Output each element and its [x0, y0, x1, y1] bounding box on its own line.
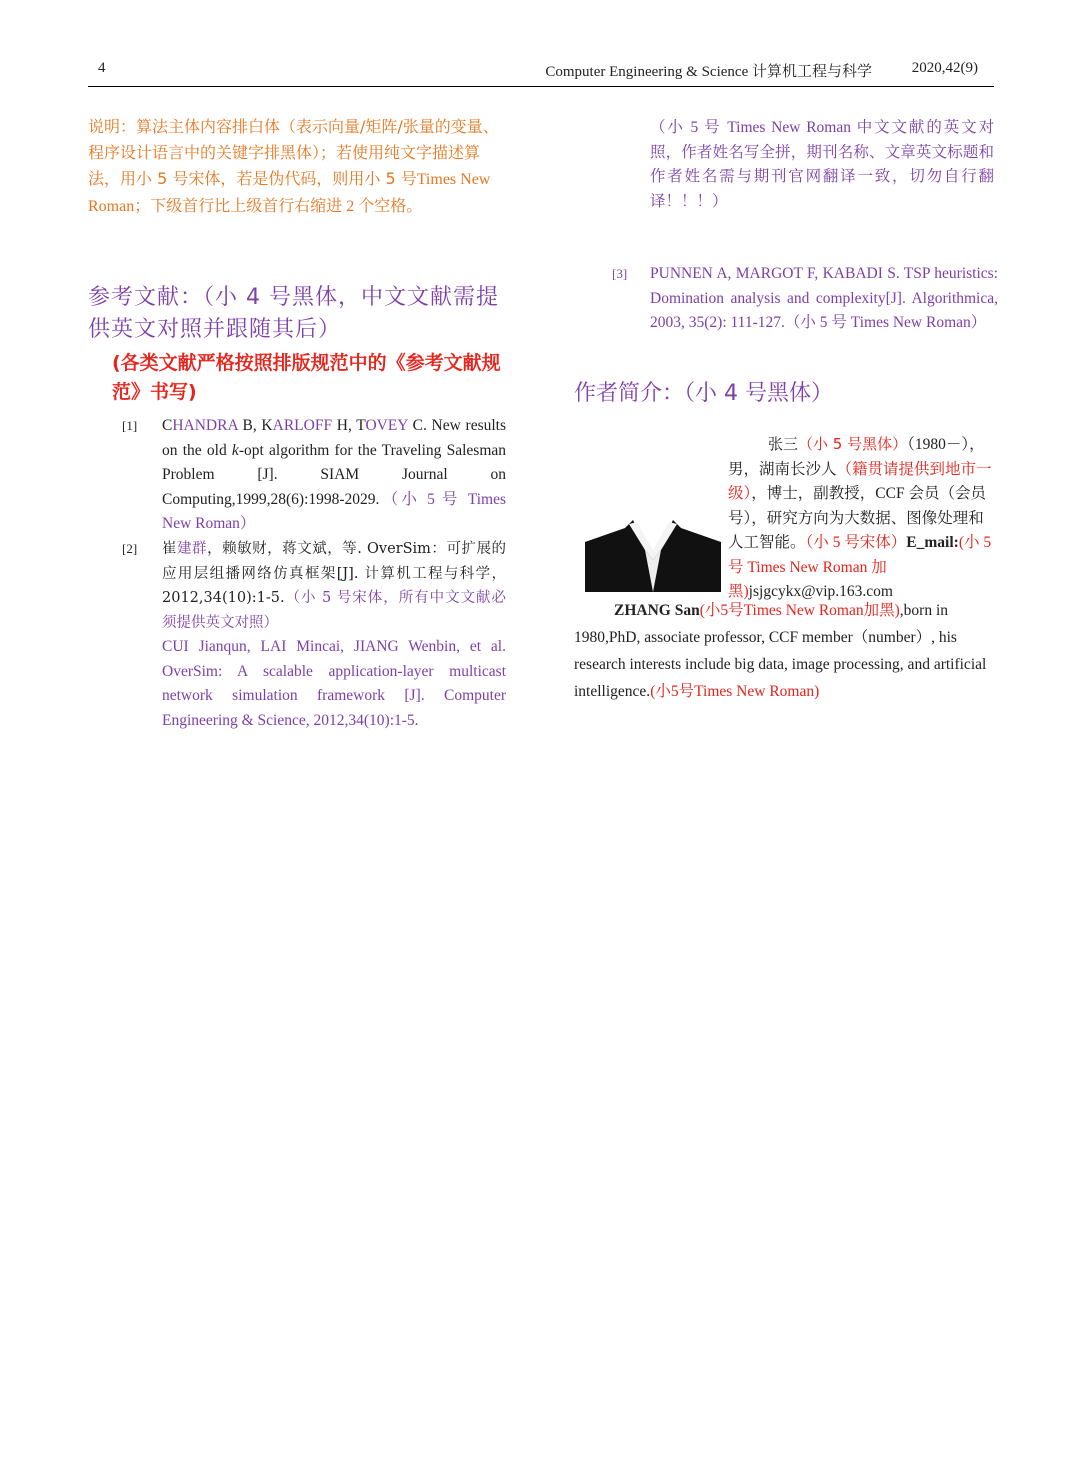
reference-number: [3] [612, 266, 628, 281]
ref-author-rest: HANDRA [172, 417, 238, 434]
algorithm-note [88, 114, 506, 220]
ref-author-initial: H, T [332, 417, 366, 434]
page-header [88, 58, 994, 87]
author-bio-en-text: ,born in 1980,PhD, associate professor, CCF member（number）, his research interests include big data, image processing, and artificial intelligence. [574, 602, 987, 700]
author-name-en: ZHANG San [614, 602, 700, 619]
author-bio-d: （小 5 号宋体） [805, 534, 907, 551]
ref-text: ，赖敏财，蒋文斌，等. OverSim：可扩展的应用层组播网络仿真框架[J]. 计算机工程与科学，2012,34(10):1-5. [162, 541, 507, 606]
reference-2 [122, 537, 506, 733]
author-bio-en-note: (小5号Times New Roman) [650, 683, 820, 700]
email-note: (小 5 号 Times New Roman 加黑) [728, 534, 992, 600]
ref-english: CUI Jianqun, LAI Mincai, JIANG Wenbin, et al. OverSim: A scalable application-layer multicast network simulation framework [J]. Computer Engineering & Science, 2012,34(10):1-5. [162, 638, 506, 729]
email-label: E_mail: [906, 534, 959, 551]
author-bio-a: （1980－），男，湖南长沙人 [728, 436, 985, 478]
algorithm-note-text: 说明：算法主体内容排白体（表示向量/矩阵/张量的变量、程序设计语言中的关键字排黑体）；若使用纯文字描述算法，用小 5 号宋体，若是伪代码，则用小 5 号 [88, 117, 499, 188]
volume-issue: 2020,42(9) [911, 60, 978, 76]
reference-number: [1] [122, 418, 138, 433]
author-heading: 作者简介：（小 4 号黑体） [574, 381, 833, 406]
author-photo [585, 520, 721, 592]
ref-k: k [231, 441, 239, 459]
ref-author-rest: ARLOFF [272, 417, 333, 434]
ref-text: PUNNEN A, MARGOT F, KABADI S. TSP heuristics: Domination analysis and complexity[J]. Algorithmica, 2003, 35(2): 111-127. [650, 265, 998, 331]
author-name-cn-note: （小 5 号黑体） [798, 435, 908, 453]
reference-3 [612, 262, 998, 336]
email-address: jsjgcykx@vip.163.com [748, 583, 893, 600]
ref-text-2: -opt algorithm for the Traveling Salesman Problem [J]. SIAM Journal on Computing,1999,28(6):1998-2029. [162, 441, 507, 508]
references-note: (各类文献严格按照排版规范中的《参考文献规范》书写) [112, 352, 501, 403]
references-heading: 参考文献：（小 4 号黑体，中文文献需提供英文对照并跟随其后） [88, 285, 499, 342]
page-number: 4 [98, 60, 106, 76]
reference-number: [2] [122, 541, 138, 556]
author-bio [728, 432, 996, 605]
author-bio-c: ，博士，副教授，CCF 会员（会员号），研究方向为大数据、图像处理和人工智能。 [728, 485, 986, 551]
author-bio-en [574, 597, 994, 705]
author-bio-b: （籍贯请提供到地市一级） [728, 460, 992, 502]
ref-text: C. New results on the old [162, 417, 506, 459]
ref-size-note: （小 5 号 Times New Roman） [784, 314, 987, 331]
ref-author-rest: OVEY [365, 417, 408, 434]
reference-1 [122, 414, 506, 537]
ref-size-note: （小 5 号 Times New Roman） [162, 490, 506, 532]
ref-size-note: （小 5 号宋体，所有中文文献必须提供英文对照） [162, 590, 506, 631]
ref-author-initial: B, K [237, 417, 273, 434]
ref-author-initial: 崔 [162, 541, 178, 557]
ref-english-note: （小 5 号 Times New Roman 中文文献的英文对照，作者姓名写全拼，期刊名称、文章英文标题和作者姓名需与期刊官网翻译一致，切勿自行翻译！！！） [650, 119, 994, 210]
algorithm-note-text-2: Times New Roman；下级首行比上级首行右缩进 2 个空格。 [88, 171, 491, 215]
ref-author-initial: C [162, 417, 173, 434]
author-name-en-note: (小5号Times New Roman加黑) [699, 602, 900, 619]
journal-name: Computer Engineering & Science 计算机工程与科学 [545, 64, 872, 80]
ref-2-english-note [650, 116, 994, 214]
author-name-cn: 张三 [768, 435, 799, 453]
ref-author-rest: 建群 [177, 541, 208, 557]
